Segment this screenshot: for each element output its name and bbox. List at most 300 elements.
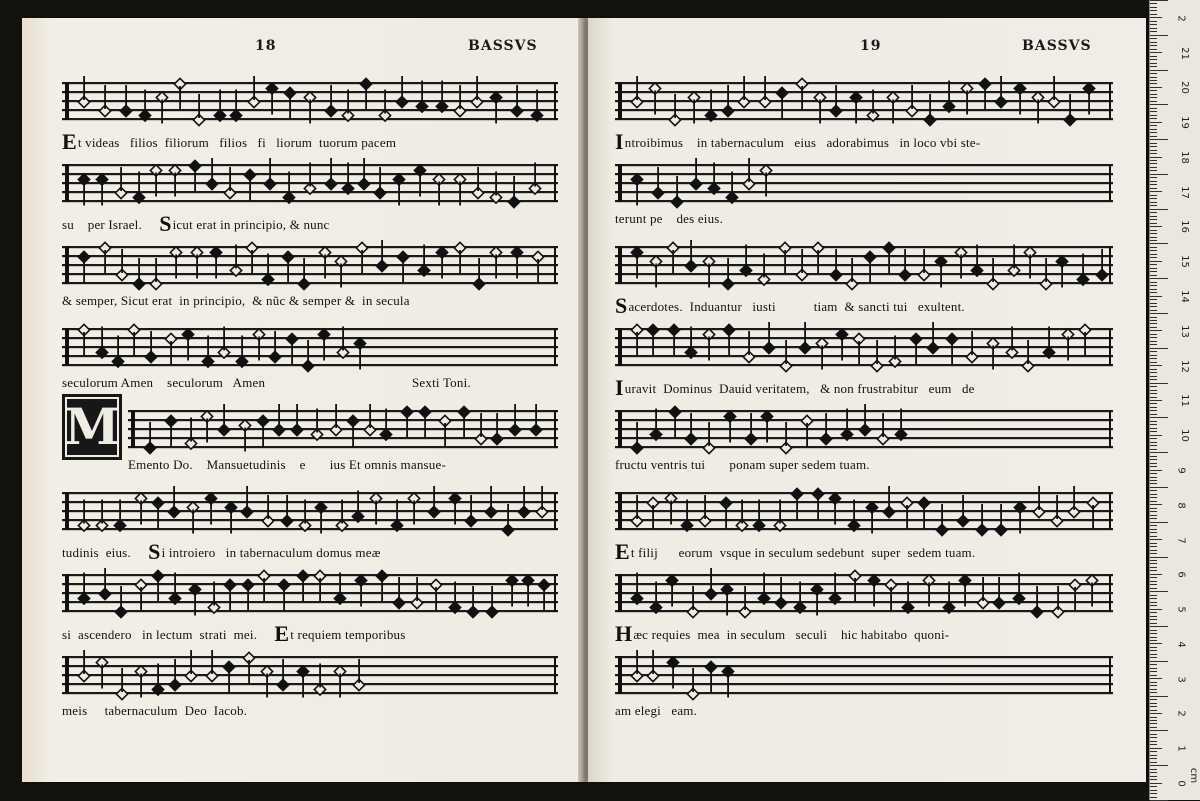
note xyxy=(78,251,89,283)
note xyxy=(202,336,213,368)
lyric-words: t videas filios filiorum filios fi liorum tuorum pacem xyxy=(77,135,397,150)
note xyxy=(214,90,225,122)
staff-line xyxy=(62,528,558,530)
note xyxy=(257,415,268,447)
staff-line xyxy=(615,410,1113,412)
staff-line xyxy=(615,419,1113,421)
lyric-words: meis tabernaculum Deo Iacob. xyxy=(62,703,248,718)
note xyxy=(242,579,253,611)
note xyxy=(262,254,273,286)
staff-line xyxy=(62,665,558,667)
note xyxy=(853,333,864,365)
note xyxy=(347,415,358,447)
lyric-text xyxy=(615,293,1113,319)
ruler-mark: 1 xyxy=(1175,745,1187,752)
staff-line xyxy=(62,346,558,348)
note xyxy=(779,242,790,274)
clef xyxy=(131,410,135,448)
staff-line xyxy=(615,164,1113,166)
initial-letter: E xyxy=(615,539,630,564)
note xyxy=(705,90,716,122)
note xyxy=(668,324,679,356)
note xyxy=(230,245,241,277)
ruler-mark: 14 xyxy=(1178,290,1190,303)
staff xyxy=(615,400,1113,460)
lyric-text xyxy=(615,703,1113,719)
bar-line xyxy=(1109,328,1111,366)
bar-line xyxy=(554,328,556,366)
note xyxy=(78,500,89,532)
initial-letter: S xyxy=(615,293,628,318)
note xyxy=(311,409,322,441)
lyric-words: t filij eorum vsque in seculum sedebunt super sedem tuam. xyxy=(630,545,976,560)
note xyxy=(165,415,176,447)
note xyxy=(864,251,875,283)
note xyxy=(708,163,719,195)
note xyxy=(96,327,107,359)
note xyxy=(454,242,465,274)
ruler-mark: 17 xyxy=(1178,185,1190,199)
music-line xyxy=(62,318,558,400)
staff-line xyxy=(615,328,1113,330)
note xyxy=(356,242,367,274)
lyric-words: t requiem temporibus xyxy=(290,627,406,642)
note xyxy=(720,497,731,529)
initial-letter: E xyxy=(274,621,290,646)
note xyxy=(889,336,900,368)
bar-line xyxy=(554,492,556,530)
note xyxy=(979,78,990,110)
staff xyxy=(615,646,1113,706)
note xyxy=(282,251,293,283)
note xyxy=(236,336,247,368)
clef xyxy=(618,82,622,120)
ruler-unit: cm xyxy=(1188,767,1200,784)
note xyxy=(736,500,747,532)
staff-line xyxy=(62,492,558,494)
clef xyxy=(65,82,69,120)
staff-line xyxy=(615,246,1113,248)
bar-line xyxy=(554,410,556,448)
note xyxy=(439,415,450,447)
note xyxy=(352,491,363,523)
note xyxy=(705,661,716,693)
bar-line xyxy=(1109,246,1111,284)
note xyxy=(297,570,308,602)
note xyxy=(801,415,812,447)
note xyxy=(449,582,460,614)
lyric-words: am elegi eam. xyxy=(615,703,698,718)
staff-line xyxy=(615,683,1113,685)
ruler-mark: 7 xyxy=(1175,536,1187,544)
ruler-mark: 13 xyxy=(1178,324,1190,338)
note xyxy=(244,169,255,201)
note xyxy=(379,90,390,122)
bar-line xyxy=(1109,656,1111,694)
clef xyxy=(65,164,69,202)
staff-line xyxy=(62,519,558,521)
note xyxy=(99,242,110,274)
note xyxy=(418,245,429,277)
ruler-mark: 8 xyxy=(1175,502,1187,509)
note xyxy=(458,406,469,438)
clef xyxy=(65,246,69,284)
ruler-mark: 10 xyxy=(1178,429,1190,443)
ornamental-initial: M xyxy=(62,394,122,460)
note xyxy=(946,333,957,365)
right-page-part: BASSVS xyxy=(1022,38,1092,54)
lyric-words: icut erat in principio, & nunc xyxy=(172,217,330,232)
staff xyxy=(615,236,1113,296)
note xyxy=(723,324,734,356)
note xyxy=(1006,327,1017,359)
staff-line xyxy=(62,674,558,676)
note xyxy=(189,160,200,192)
note xyxy=(631,573,642,605)
note xyxy=(681,500,692,532)
note xyxy=(902,582,913,614)
note xyxy=(848,500,859,532)
note xyxy=(135,579,146,611)
initial-letter: S xyxy=(148,539,161,564)
music-line xyxy=(62,397,558,482)
note xyxy=(336,500,347,532)
initial-letter: H xyxy=(615,621,633,646)
staff-line xyxy=(62,273,558,275)
staff xyxy=(62,154,558,214)
lyric-words: su per Israel. xyxy=(62,217,142,232)
staff-line xyxy=(62,246,558,248)
note xyxy=(185,418,196,450)
note xyxy=(284,87,295,119)
lyric-text xyxy=(62,293,558,309)
note xyxy=(139,90,150,122)
staff-line xyxy=(615,665,1113,667)
staff xyxy=(62,564,558,624)
note xyxy=(397,251,408,283)
ruler-mark: 5 xyxy=(1175,606,1187,613)
note xyxy=(304,163,315,195)
ruler-mark: 2 xyxy=(1175,15,1187,22)
bar-line xyxy=(554,164,556,202)
staff-line xyxy=(62,510,558,512)
note xyxy=(334,573,345,605)
staff-line xyxy=(62,501,558,503)
note xyxy=(901,497,912,529)
note xyxy=(360,78,371,110)
music-line xyxy=(615,154,1113,236)
lyric-text xyxy=(615,375,1113,401)
staff-line xyxy=(615,82,1113,84)
note xyxy=(794,582,805,614)
note xyxy=(1087,497,1098,529)
note xyxy=(246,242,257,274)
clef xyxy=(65,656,69,694)
note xyxy=(776,87,787,119)
staff-line xyxy=(62,337,558,339)
note xyxy=(314,570,325,602)
note xyxy=(169,573,180,605)
music-line xyxy=(615,318,1113,400)
lyric-words: tudinis eius. xyxy=(62,545,131,560)
clef xyxy=(65,328,69,366)
note xyxy=(971,245,982,277)
bar-line xyxy=(1109,574,1111,612)
staff-line xyxy=(62,610,558,612)
ruler-mark: 6 xyxy=(1175,571,1187,578)
staff-line xyxy=(615,574,1113,576)
note xyxy=(650,409,661,441)
ruler-mark: 21 xyxy=(1178,46,1190,60)
clef xyxy=(618,656,622,694)
note xyxy=(538,579,549,611)
lyric-text xyxy=(615,129,1113,155)
note xyxy=(416,81,427,113)
ruler-mark: 4 xyxy=(1175,641,1187,648)
music-line xyxy=(62,154,558,236)
lyric-words: & semper, Sicut erat in principio, & nũc & semper & in secula xyxy=(62,293,410,308)
staff xyxy=(615,564,1113,624)
note xyxy=(78,573,89,605)
lyric-text xyxy=(62,129,558,155)
note xyxy=(243,652,254,684)
left-page-part: BASSVS xyxy=(468,38,538,54)
music-line xyxy=(615,72,1113,154)
note xyxy=(867,90,878,122)
staff xyxy=(62,400,558,460)
note xyxy=(342,163,353,195)
lyric-text xyxy=(62,211,558,237)
music-line xyxy=(62,236,558,318)
ruler-mark: 16 xyxy=(1178,220,1190,234)
staff-line xyxy=(615,583,1113,585)
note xyxy=(1043,327,1054,359)
initial-letter: I xyxy=(615,129,624,154)
ruler-mark: 15 xyxy=(1178,255,1190,269)
staff-line xyxy=(128,428,558,430)
measurement-ruler xyxy=(1149,0,1200,800)
note xyxy=(208,582,219,614)
clef xyxy=(65,492,69,530)
note xyxy=(758,573,769,605)
note xyxy=(96,500,107,532)
note xyxy=(529,163,540,195)
lyric-text xyxy=(62,621,558,647)
bar-line xyxy=(554,82,556,120)
staff-line xyxy=(62,683,558,685)
note xyxy=(391,500,402,532)
note xyxy=(740,245,751,277)
music-line xyxy=(62,564,558,646)
staff xyxy=(62,646,558,706)
note xyxy=(774,500,785,532)
note xyxy=(849,570,860,602)
note xyxy=(647,497,658,529)
note xyxy=(1008,245,1019,277)
ruler-mark: 19 xyxy=(1178,116,1190,129)
music-line xyxy=(615,236,1113,318)
note xyxy=(78,324,89,356)
note xyxy=(532,251,543,283)
note xyxy=(490,172,501,204)
note xyxy=(342,90,353,122)
note xyxy=(753,500,764,532)
staff-line xyxy=(615,656,1113,658)
note xyxy=(152,664,163,696)
note xyxy=(631,324,642,356)
note xyxy=(376,570,387,602)
note xyxy=(152,497,163,529)
staff-line xyxy=(615,173,1113,175)
lyric-text xyxy=(615,621,1113,647)
staff xyxy=(62,72,558,132)
note xyxy=(165,333,176,365)
note xyxy=(286,333,297,365)
lyric-words: æc requies mea in seculum seculi hic habitabo quoni- xyxy=(633,627,950,642)
staff-line xyxy=(62,264,558,266)
lyric-text xyxy=(128,457,558,473)
clef xyxy=(65,574,69,612)
ruler-mark: 18 xyxy=(1178,151,1190,164)
staff-line xyxy=(615,601,1113,603)
note xyxy=(1069,579,1080,611)
music-line xyxy=(62,646,558,728)
staff-line xyxy=(62,601,558,603)
right-page-number: 19 xyxy=(860,38,882,54)
initial-letter: E xyxy=(62,129,77,154)
note xyxy=(812,242,823,274)
staff-line xyxy=(615,282,1113,284)
note xyxy=(1079,324,1090,356)
bar-line xyxy=(554,246,556,284)
staff xyxy=(615,318,1113,378)
note xyxy=(669,406,680,438)
note xyxy=(918,497,929,529)
music-line xyxy=(615,646,1113,728)
music-line xyxy=(615,400,1113,482)
staff xyxy=(62,236,558,296)
staff-line xyxy=(62,355,558,357)
note xyxy=(218,327,229,359)
left-page-number: 18 xyxy=(255,38,277,54)
bar-line xyxy=(1109,82,1111,120)
initial-letter: S xyxy=(159,211,172,236)
lyric-words: seculorum Amen seculorum Amen xyxy=(62,375,266,390)
lyric-words: si ascendero in lectum strati mei. xyxy=(62,627,258,642)
note xyxy=(152,570,163,602)
bar-line xyxy=(1109,410,1111,448)
clef xyxy=(618,246,622,284)
lyric-words: ntroibimus in tabernaculum eius adorabimus in loco vbi ste- xyxy=(624,135,981,150)
clef xyxy=(618,328,622,366)
staff-line xyxy=(128,410,558,412)
note xyxy=(278,579,289,611)
note xyxy=(531,90,542,122)
lyric-words: fructu ventris tui ponam super sedem tuam. xyxy=(615,457,870,472)
note xyxy=(224,579,235,611)
music-line xyxy=(615,564,1113,646)
note xyxy=(829,573,840,605)
lyric-words: i introiero in tabernaculum domus meæ xyxy=(161,545,381,560)
initial-letter: I xyxy=(615,375,624,400)
music-line xyxy=(62,72,558,154)
staff-line xyxy=(615,364,1113,366)
note xyxy=(647,324,658,356)
staff-line xyxy=(615,674,1113,676)
note xyxy=(337,327,348,359)
note xyxy=(223,661,234,693)
note xyxy=(258,570,269,602)
note xyxy=(841,409,852,441)
lyric-text xyxy=(62,375,558,391)
note xyxy=(436,81,447,113)
staff-line xyxy=(128,419,558,421)
note xyxy=(401,406,412,438)
note xyxy=(883,242,894,274)
clef xyxy=(618,164,622,202)
lyric-text xyxy=(62,539,558,565)
ruler-mark: 3 xyxy=(1175,675,1187,683)
note xyxy=(283,172,294,204)
lyric-text xyxy=(615,211,1113,227)
note xyxy=(943,81,954,113)
lyric-words: Emento Do. Mansuetudinis e ius Et omnis mansue- xyxy=(128,457,446,472)
note xyxy=(1013,573,1024,605)
ruler-mark: 20 xyxy=(1178,81,1190,95)
staff-line xyxy=(62,656,558,658)
ruler-mark: 11 xyxy=(1178,394,1190,408)
staff-line xyxy=(615,446,1113,448)
note xyxy=(114,500,125,532)
staff xyxy=(615,154,1113,214)
staff xyxy=(615,482,1113,542)
ruler-mark: 0 xyxy=(1175,780,1187,787)
ruler-mark: 12 xyxy=(1178,359,1190,373)
note xyxy=(758,254,769,286)
music-line xyxy=(615,482,1113,564)
bar-line xyxy=(1109,164,1111,202)
note xyxy=(299,500,310,532)
staff xyxy=(62,482,558,542)
note xyxy=(685,327,696,359)
note xyxy=(174,78,185,110)
bar-line xyxy=(554,574,556,612)
staff-line xyxy=(615,592,1113,594)
note xyxy=(943,582,954,614)
note xyxy=(812,488,823,520)
note xyxy=(650,582,661,614)
note xyxy=(791,488,802,520)
note xyxy=(895,409,906,441)
staff-line xyxy=(62,574,558,576)
note xyxy=(430,579,441,611)
note xyxy=(128,324,139,356)
note xyxy=(112,336,123,368)
clef xyxy=(618,574,622,612)
staff-line xyxy=(615,519,1113,521)
staff-line xyxy=(615,191,1113,193)
note xyxy=(380,409,391,441)
note xyxy=(1077,254,1088,286)
note xyxy=(910,333,921,365)
staff xyxy=(62,318,558,378)
lyric-text xyxy=(62,703,558,719)
staff-line xyxy=(62,592,558,594)
note xyxy=(230,90,241,122)
lyric-text xyxy=(615,539,1113,565)
clef xyxy=(618,492,622,530)
note xyxy=(419,406,430,438)
